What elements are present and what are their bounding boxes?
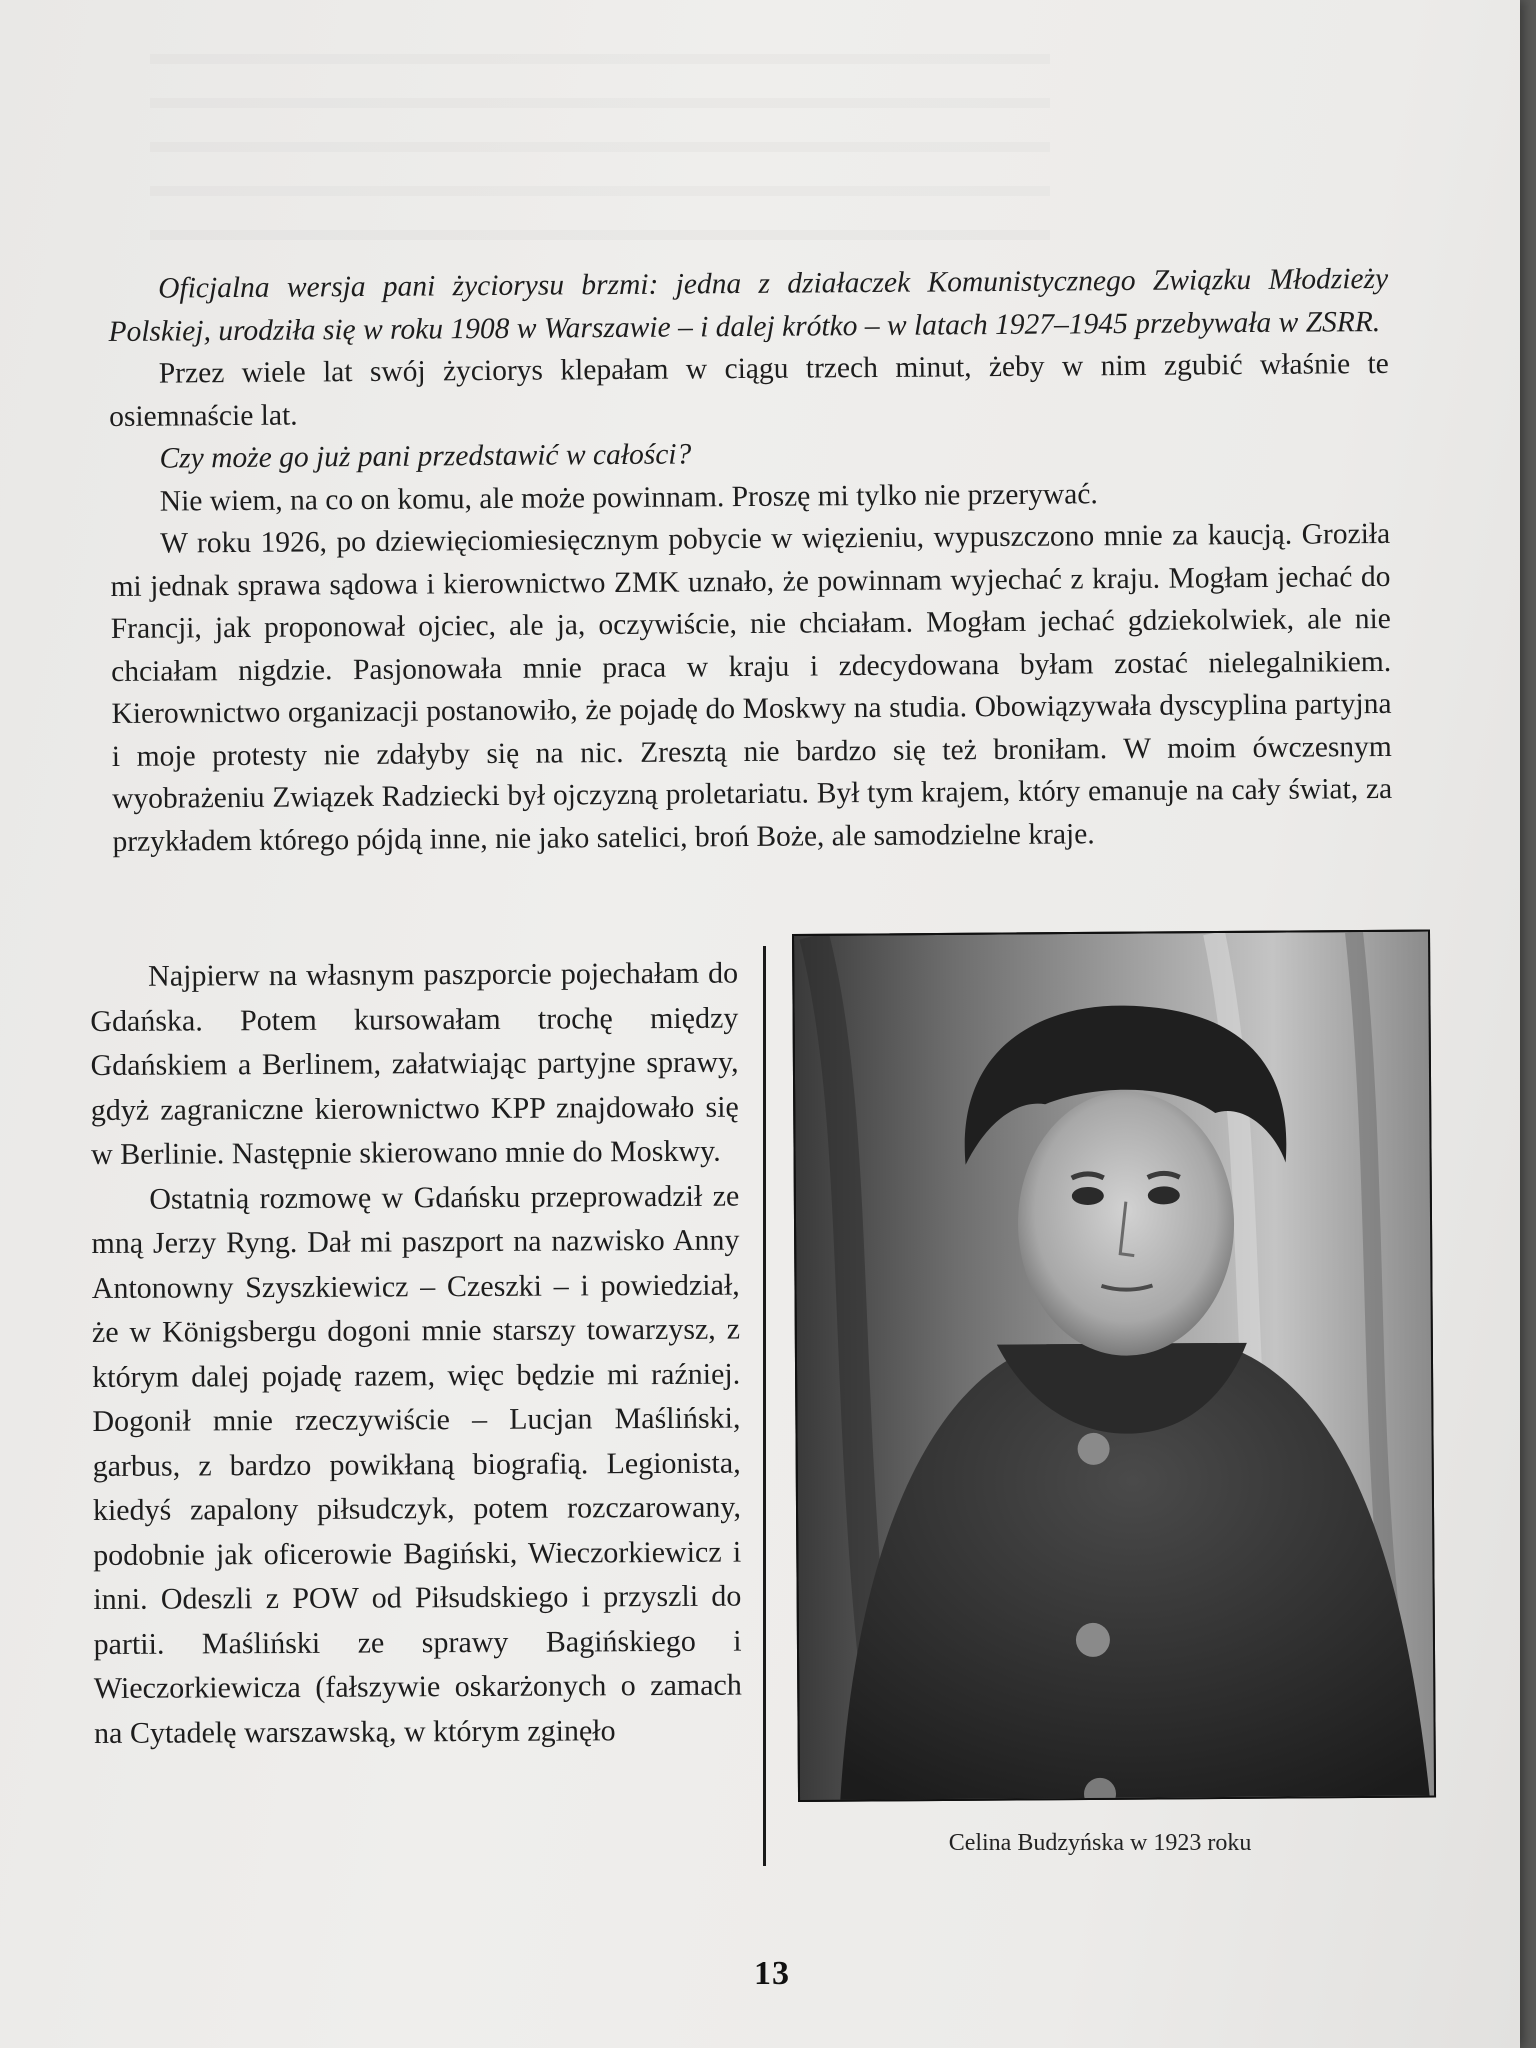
portrait-photo	[792, 930, 1436, 1802]
show-through-text	[150, 20, 1050, 250]
page-number: 13	[754, 1955, 790, 1992]
paragraph: Oficjalna wersja pani życiorysu brzmi: jedna z działaczek Komunistycznego Związku Młodzieży Polskiej, urodziła się w roku 1908 w Warszawie – i dalej krótko – w latach 1927–1945 przebywała w ZSRR.	[108, 262, 1389, 348]
paragraph: Ostatnią rozmowę w Gdańsku przeprowadził ze mną Jerzy Ryng. Dał mi paszport na nazwisko Anny Antonowny Szyszkiewicz – Czeszki – i powiedział, że w Königsbergu dogoni mnie starszy towarzysz, z którym dalej pojadę razem, więc będzie mi raźniej. Dogonił mnie rzeczywiście – Lucjan Maśliński, garbus, z bardzo powikłaną biografią. Legionista, kiedyś zapalony piłsudczyk, potem rozczarowany, podobnie jak oficerowie Bagiński, Wieczorkiewicz i inni. Odeszli z POW od Piłsudskiego i przyszli do partii. Maśliński ze sprawy Bagińskiego i Wieczorkiewicza (fałszywie oskarżonych o zamach na Cytadelę warszawską, w którym zginęło	[91, 1179, 742, 1750]
paragraph: Czy może go już pani przedstawić w całości?	[159, 438, 692, 475]
paragraph: Najpierw na własnym paszporcie pojechałam do Gdańska. Potem kursowałam trochę między Gdańskiem a Berlinem, załatwiając partyjne sprawy, gdyż zagraniczne kierownictwo KPP znajdowało się w Berlinie. Następnie skierowano mnie do Moskwy.	[90, 956, 739, 1171]
column-text	[90, 952, 742, 1756]
photo-caption: Celina Budzyńska w 1923 roku	[948, 1830, 1252, 1856]
paragraph: W roku 1926, po dziewięciomiesięcznym pobycie w więzieniu, wypuszczono mnie za kaucją. Groziła mi jednak sprawa sądowa i kierownictwo ZMK uznało, że powinnam wyjechać z kraju. Mogłam jechać do Francji, jak proponował ojciec, ale ja, oczywiście, nie chciałam. Mogłam jechać gdziekolwiek, ale nie chciałam nigdzie. Pasjonowała mnie praca w kraju i zdecydowana byłam zostać nielegalnikiem. Kierownictwo organizacji postanowiło, że pojadę do Moskwy na studia. Obowiązywała dyscyplina partyjna i moje protesty nie zdałyby się na nic. Zresztą nie bardzo się też broniłam. W moim ówczesnym wyobrażeniu Związek Radziecki był ojczyzną proletariatu. Był tym krajem, który emanuje na cały świat, za przykładem którego pójdą inne, nie jako satelici, broń Boże, ale samodzielne kraje.	[110, 517, 1393, 858]
paragraph: Przez wiele lat swój życiorys klepałam w ciągu trzech minut, żeby w nim zgubić właśnie te osiemnaście lat.	[109, 347, 1389, 433]
paragraph: Nie wiem, na co on komu, ale może powinnam. Proszę mi tylko nie przerywać.	[159, 477, 1098, 518]
portrait-image	[794, 932, 1436, 1802]
column-divider	[763, 946, 766, 1866]
body-text	[108, 258, 1393, 863]
